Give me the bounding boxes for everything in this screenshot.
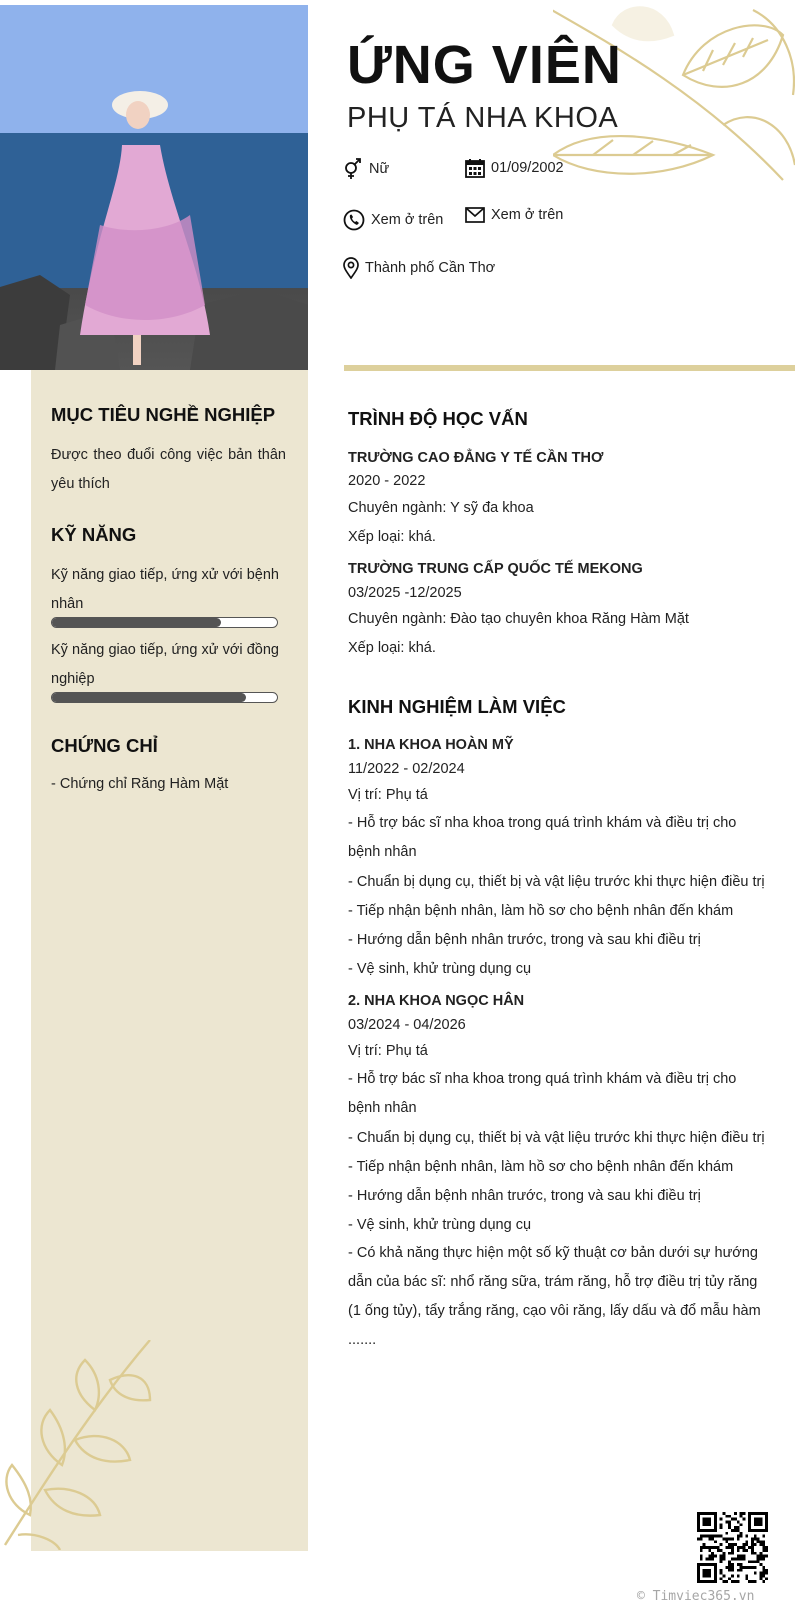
qr-code [697, 1512, 768, 1583]
skill-bar-fill-2 [52, 693, 246, 702]
mail-icon [465, 207, 485, 223]
exp-duty-2-2: - Chuẩn bị dụng cụ, thiết bị và vật liệu trước khi thực hiện điều trị [348, 1130, 765, 1146]
email-info [465, 207, 563, 223]
exp-duty-1-3: - Tiếp nhận bệnh nhân, làm hồ sơ cho bệnh nhân đến khám [348, 903, 734, 919]
objective-text: Được theo đuổi công việc bản thân yêu thích [51, 447, 286, 492]
skill-bar-1 [51, 617, 278, 628]
exp-duty-1-1: - Hỗ trợ bác sĩ nha khoa trong quá trình khám và điều trị cho bệnh nhân [348, 815, 737, 860]
address-text: Thành phố Cần Thơ [365, 260, 496, 276]
cert-text: - Chứng chỉ Răng Hàm Mặt [51, 776, 229, 792]
exp-duty-2-5: - Vệ sinh, khử trùng dụng cụ [348, 1217, 532, 1233]
experience-title: KINH NGHIỆM LÀM VIỆC [348, 696, 566, 717]
profile-photo [0, 5, 308, 370]
exp-company-1: 1. NHA KHOA HOÀN MỸ [348, 737, 514, 753]
exp-period-2: 03/2024 - 04/2026 [348, 1017, 466, 1033]
phone-icon [343, 209, 365, 231]
edu-grade-2: Xếp loại: khá. [348, 640, 436, 656]
education-title: TRÌNH ĐỘ HỌC VẤN [348, 408, 528, 429]
skills-title: KỸ NĂNG [51, 524, 137, 545]
skill-bar-2 [51, 692, 278, 703]
exp-duty-1-5: - Vệ sinh, khử trùng dụng cụ [348, 961, 532, 977]
copyright-text: © Timviec365.vn [637, 1589, 755, 1604]
candidate-name: ỨNG VIÊN [347, 35, 622, 95]
exp-duty-2-6: - Có khả năng thực hiện một số kỹ thuật cơ bản dưới sự hướng dẫn của bác sĩ: nhổ răng sữa, trám răng, hỗ trợ điều trị tủy răng (1 ống tủy), tẩy trắng răng, cạo vôi răng, lấy dấu và đổ mẫu hàm ....... [348, 1245, 761, 1348]
phone-info [343, 209, 443, 231]
gender-text: Nữ [369, 161, 390, 177]
location-icon [343, 257, 359, 279]
edu-major-2: Chuyên ngành: Đào tạo chuyên khoa Răng Hàm Mặt [348, 611, 689, 627]
exp-period-1: 11/2022 - 02/2024 [348, 761, 465, 777]
leaf-decoration-bottom [0, 1340, 160, 1550]
objective-title: MỤC TIÊU NGHỀ NGHIỆP [51, 404, 276, 425]
skill-label-1: Kỹ năng giao tiếp, ứng xử với bệnh nhân [51, 567, 279, 612]
exp-duty-2-1: - Hỗ trợ bác sĩ nha khoa trong quá trình khám và điều trị cho bệnh nhân [348, 1071, 737, 1116]
edu-period-2: 03/2025 -12/2025 [348, 585, 462, 601]
edu-school-1: TRƯỜNG CAO ĐẲNG Y TẾ CẦN THƠ [348, 450, 604, 466]
cert-title: CHỨNG CHỈ [51, 735, 158, 756]
calendar-icon [465, 158, 485, 178]
exp-company-2: 2. NHA KHOA NGỌC HÂN [348, 993, 525, 1009]
address-info [343, 257, 495, 279]
edu-school-2: TRƯỜNG TRUNG CẤP QUỐC TẾ MEKONG [348, 561, 643, 577]
exp-duty-2-4: - Hướng dẫn bệnh nhân trước, trong và sau khi điều trị [348, 1188, 701, 1204]
exp-duty-2-3: - Tiếp nhận bệnh nhân, làm hồ sơ cho bệnh nhân đến khám [348, 1159, 734, 1175]
edu-major-1: Chuyên ngành: Y sỹ đa khoa [348, 500, 534, 516]
skill-label-2: Kỹ năng giao tiếp, ứng xử với đồng nghiệp [51, 642, 279, 687]
birthdate-text: 01/09/2002 [491, 160, 564, 176]
edu-grade-1: Xếp loại: khá. [348, 529, 436, 545]
gender-icon [343, 158, 363, 180]
edu-period-1: 2020 - 2022 [348, 473, 426, 489]
exp-duty-1-2: - Chuẩn bị dụng cụ, thiết bị và vật liệu trước khi thực hiện điều trị [348, 874, 765, 890]
job-title: PHỤ TÁ NHA KHOA [347, 102, 619, 134]
email-text: Xem ở trên [491, 207, 564, 223]
exp-position-2: Vị trí: Phụ tá [348, 1043, 428, 1059]
exp-position-1: Vị trí: Phụ tá [348, 787, 428, 803]
gender-info [343, 158, 389, 180]
birthdate-info [465, 158, 564, 178]
phone-text: Xem ở trên [371, 212, 444, 228]
header-divider [344, 365, 795, 371]
exp-duty-1-4: - Hướng dẫn bệnh nhân trước, trong và sau khi điều trị [348, 932, 701, 948]
skill-bar-fill-1 [52, 618, 221, 627]
